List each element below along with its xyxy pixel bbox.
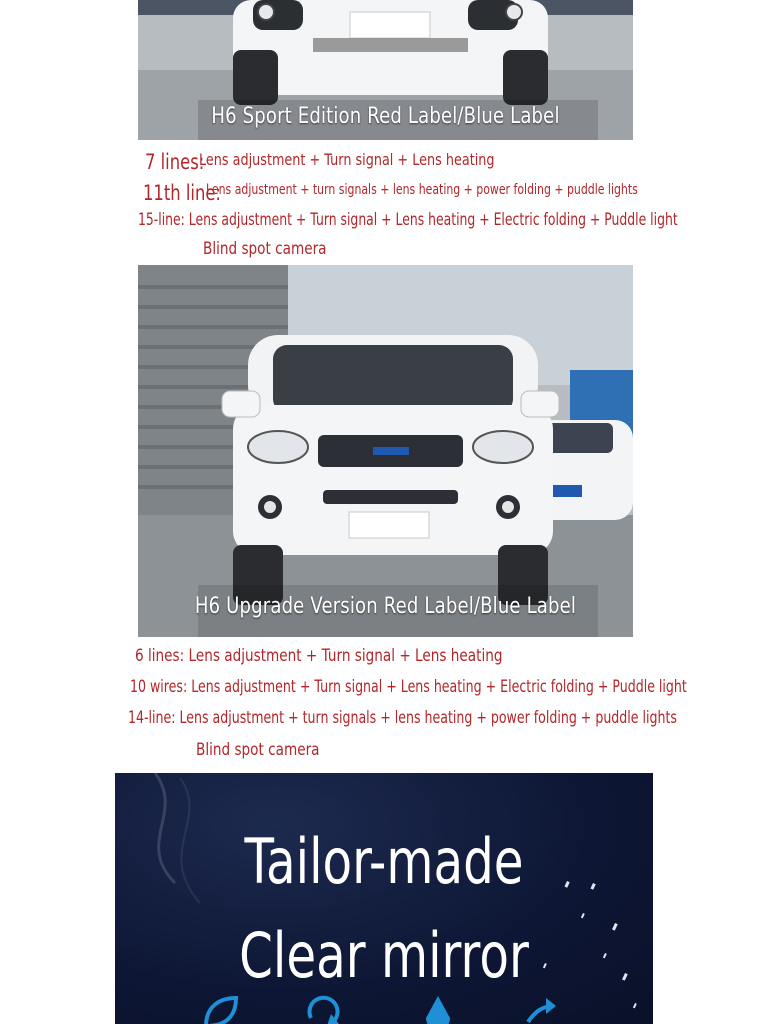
- promo-banner: [115, 773, 653, 1024]
- spec-line-10: 10 wires: Lens adjustment + Turn signal + Lens heating + Electric folding + Puddle light: [130, 677, 687, 697]
- spec-line-11-prefix: 11th line:: [143, 181, 221, 205]
- banner-line-clear-mirror: Clear mirror: [239, 919, 529, 992]
- upgrade-version-photo: [138, 265, 633, 637]
- spec-blind-spot-2: Blind spot camera: [196, 740, 320, 760]
- spec-line-11-text: Lens adjustment + turn signals + lens heating + power folding + puddle lights: [206, 182, 638, 198]
- upgrade-version-caption: H6 Upgrade Version Red Label/Blue Label: [194, 594, 577, 619]
- upgrade-version-car-illustration: [138, 265, 633, 637]
- arrow-icon: [520, 992, 560, 1024]
- spec-line-6: 6 lines: Lens adjustment + Turn signal + Lens heating: [135, 646, 503, 666]
- spec-line-15: 15-line: Lens adjustment + Turn signal + Lens heating + Electric folding + Puddle light: [138, 210, 678, 230]
- spec-blind-spot-1: Blind spot camera: [203, 239, 327, 259]
- spec-line-14: 14-line: Lens adjustment + turn signals + lens heating + power folding + puddle lights: [128, 708, 677, 728]
- sport-edition-photo: [138, 0, 633, 140]
- spec-line-7-prefix: 7 lines:: [145, 150, 205, 174]
- spec-line-7-text: Lens adjustment + Turn signal + Lens heating: [199, 150, 495, 169]
- leaf-icon: [200, 992, 240, 1024]
- sport-edition-caption: H6 Sport Edition Red Label/Blue Label: [211, 104, 560, 129]
- refresh-icon: [303, 992, 343, 1024]
- banner-line-tailor-made: Tailor-made: [244, 825, 524, 898]
- droplet-icon: [418, 992, 458, 1024]
